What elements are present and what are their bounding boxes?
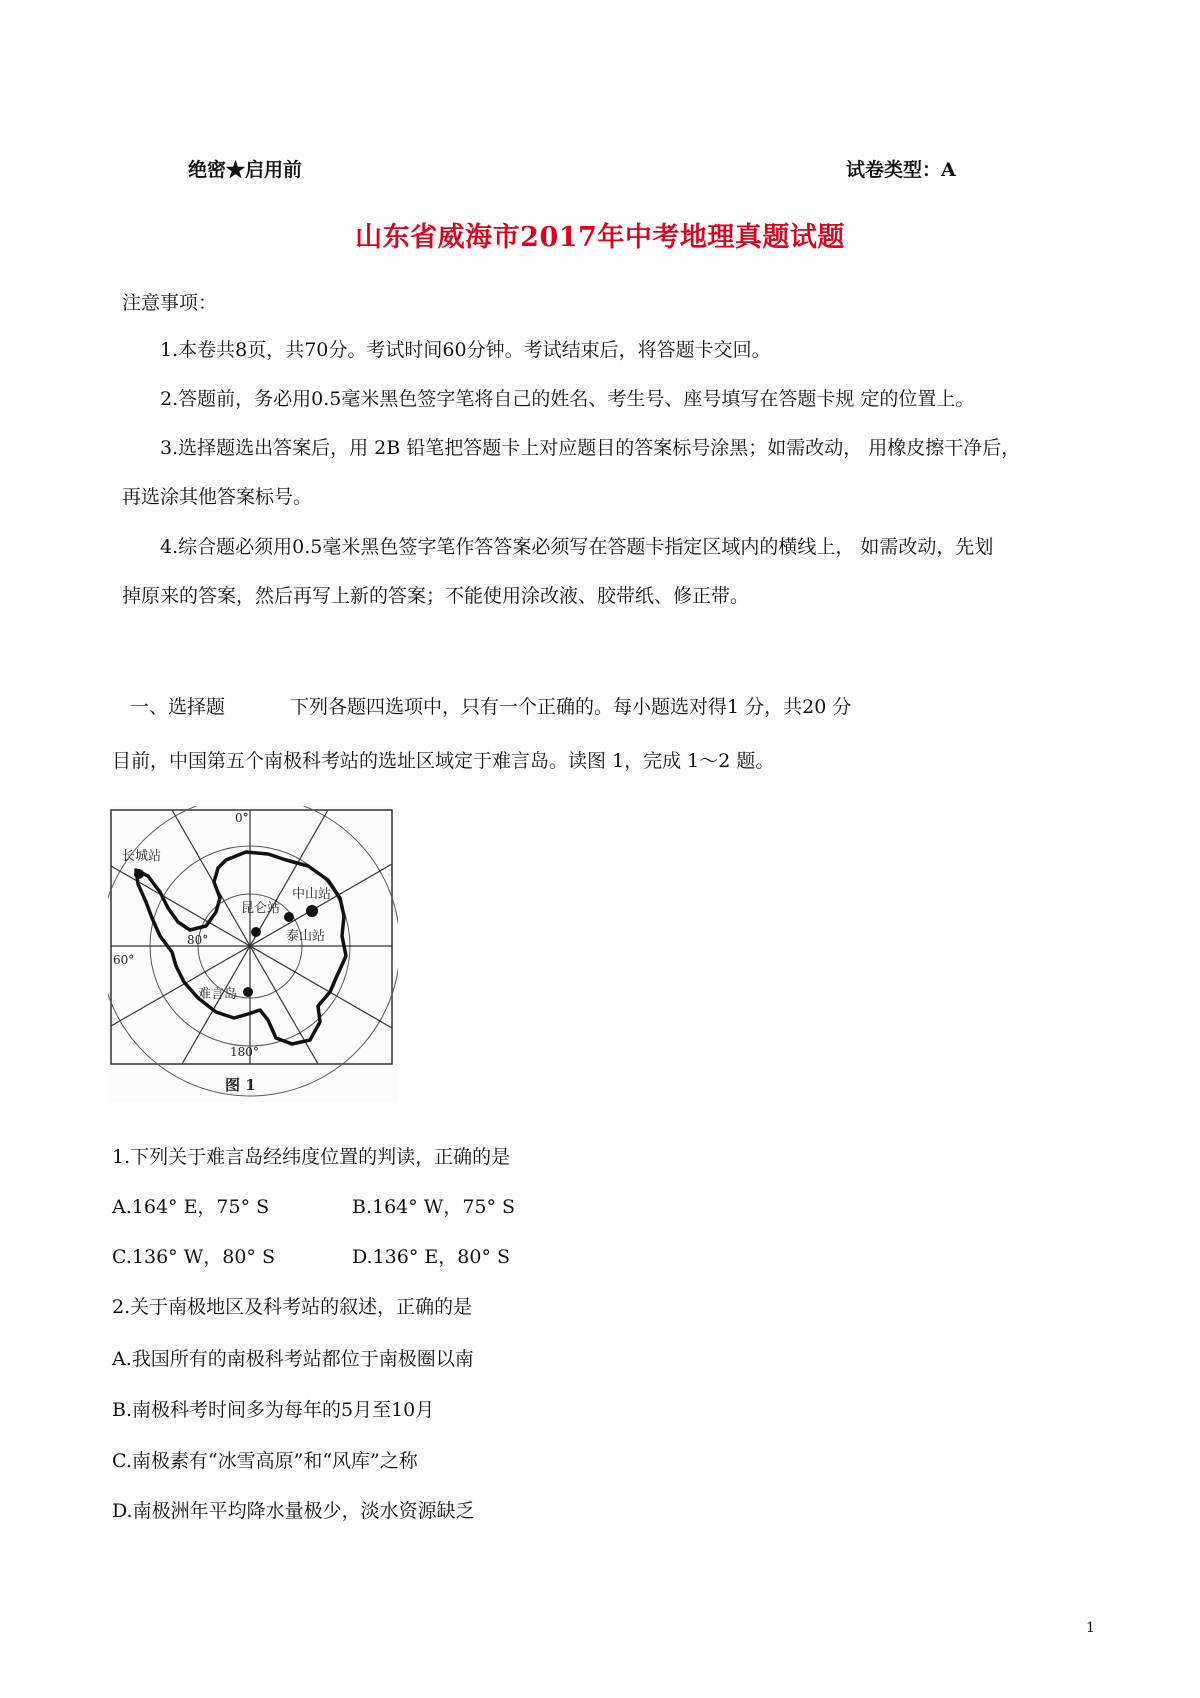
station-kunlun-marker xyxy=(251,927,261,937)
section-instruction: 下列各题四选项中，只有一个正确的。每小题选对得1 分，共20 分 xyxy=(290,696,852,718)
label-lon-bottom: 180° xyxy=(230,1045,259,1059)
notice-item: 2.答题前，务必用0.5毫米黑色签字笔将自己的姓名、考生号、座号填写在答题卡规 定的位置上。 xyxy=(160,388,975,410)
label-lat-60: 60° xyxy=(113,953,135,967)
page-title: 山东省威海市2017年中考地理真题试题 xyxy=(355,222,845,253)
section-name: 一、选择题 xyxy=(130,696,226,718)
question-option: D.南极洲年平均降水量极少，淡水资源缺乏 xyxy=(112,1500,475,1522)
question-option: B.南极科考时间多为每年的5月至10月 xyxy=(112,1399,435,1421)
question-option: B.164° W，75° S xyxy=(352,1196,516,1218)
label-zhongshan: 中山站 xyxy=(292,887,332,902)
header-left: 绝密★启用前 xyxy=(188,159,303,181)
label-taishan: 泰山站 xyxy=(286,929,326,944)
notice-item: 3.选择题选出答案后，用 2B 铅笔把答题卡上对应题目的答案标号涂黑；如需改动， 用橡皮擦干净后， xyxy=(160,437,1021,459)
figure-caption: 图 1 xyxy=(225,1076,256,1094)
question-option: A.我国所有的南极科考站都位于南极圈以南 xyxy=(112,1348,474,1370)
notice-item: 1.本卷共8页，共70分。考试时间60分钟。考试结束后，将答题卡交回。 xyxy=(160,339,771,361)
page-number: 1 xyxy=(1086,1620,1095,1636)
antarctica-map-figure xyxy=(108,806,398,1102)
station-zhongshan-marker xyxy=(306,905,318,917)
label-lat-80: 80° xyxy=(187,933,209,947)
question-option: A.164° E，75° S xyxy=(112,1196,270,1218)
question-option: D.136° E，80° S xyxy=(352,1246,511,1268)
label-lon-top: 0° xyxy=(235,811,249,825)
header-right: 试卷类型：A xyxy=(846,159,956,181)
question-stem: 2.关于南极地区及科考站的叙述，正确的是 xyxy=(112,1296,473,1318)
notice-item: 4.综合题必须用0.5毫米黑色签字笔作答答案必须写在答题卡指定区域内的横线上， 如需改动，先划 xyxy=(160,536,994,558)
label-changcheng: 长城站 xyxy=(122,849,162,864)
question-stem: 1.下列关于难言岛经纬度位置的判读，正确的是 xyxy=(112,1146,511,1168)
notice-item: 再选涂其他答案标号。 xyxy=(122,486,313,508)
island-nanyan-marker xyxy=(243,987,253,997)
question-option: C.136° W，80° S xyxy=(112,1246,275,1268)
station-changcheng-marker xyxy=(134,869,144,879)
intro-text: 目前，中国第五个南极科考站的选址区域定于难言岛。读图 1，完成 1～2 题。 xyxy=(112,750,775,772)
notice-heading: 注意事项： xyxy=(122,292,218,314)
question-option: C.南极素有“冰雪高原”和“风库”之称 xyxy=(112,1450,418,1472)
label-nanyan: 难言岛 xyxy=(198,987,238,1002)
label-kunlun: 昆仑站 xyxy=(241,901,281,916)
notice-item: 掉原来的答案，然后再写上新的答案；不能使用涂改液、胶带纸、修正带。 xyxy=(122,585,750,607)
station-taishan-marker xyxy=(284,912,294,922)
